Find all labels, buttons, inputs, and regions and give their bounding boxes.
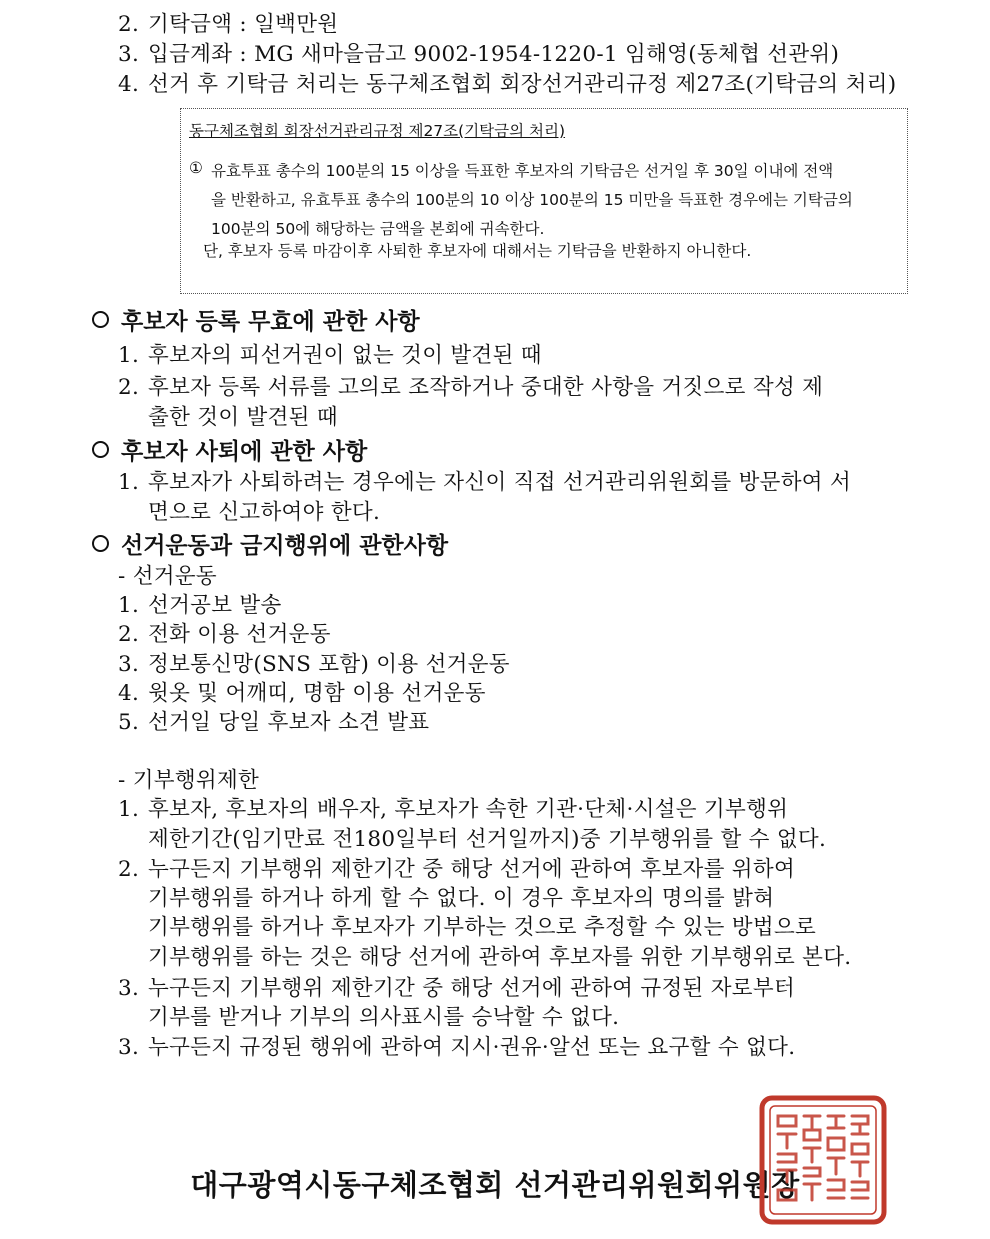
clause-marker: ① <box>189 159 203 177</box>
list-number: 3. <box>118 1035 140 1060</box>
sub-label: - 기부행위제한 <box>118 768 260 793</box>
sub-label: - 선거운동 <box>118 564 217 589</box>
list-text: 선거공보 발송 <box>148 593 282 618</box>
section-heading-invalid <box>92 306 420 338</box>
list-text: 기탁금액 : 일백만원 <box>148 12 339 37</box>
list-text: 면으로 신고하여야 한다. <box>148 500 381 525</box>
list-text: 출한 것이 발견된 때 <box>148 405 338 430</box>
list-text: 선거일 당일 후보자 소견 발표 <box>148 710 430 735</box>
clause-line: 을 반환하고, 유효투표 총수의 100분의 10 이상 100분의 15 미만을 득표한 경우에는 기탁금의 <box>211 191 853 209</box>
list-text: 누구든지 기부행위 제한기간 중 해당 선거에 관하여 규정된 자로부터 <box>148 976 796 1001</box>
list-item <box>118 591 282 621</box>
list-text: 기부를 받거나 기부의 의사표시를 승낙할 수 없다. <box>148 1005 620 1030</box>
heading-text: 후보자 사퇴에 관한 사항 <box>121 438 368 465</box>
circle-bullet-icon <box>92 535 109 552</box>
list-number: 2. <box>118 375 140 400</box>
list-text: 기부행위를 하는 것은 해당 선거에 관하여 후보자를 위한 기부행위로 본다. <box>148 945 852 970</box>
list-number: 3. <box>118 976 140 1001</box>
list-text: 누구든지 기부행위 제한기간 중 해당 선거에 관하여 후보자를 위하여 <box>148 857 796 882</box>
list-number: 3. <box>118 42 140 67</box>
clause-line: 유효투표 총수의 100분의 15 이상을 득표한 후보자의 기탁금은 선거일 후 30일 이내에 전액 <box>211 162 834 180</box>
list-item <box>118 10 338 40</box>
list-text: 누구든지 규정된 행위에 관하여 지시·권유·알선 또는 요구할 수 없다. <box>148 1035 796 1060</box>
list-text: 입금계좌 : MG 새마을금고 9002-1954-1220-1 임해영(동체협 선관위) <box>148 42 840 67</box>
list-item <box>118 341 542 371</box>
list-number: 1. <box>118 470 140 495</box>
heading-text: 선거운동과 금지행위에 관한사항 <box>121 532 449 559</box>
list-number: 2. <box>118 857 140 882</box>
list-text: 전화 이용 선거운동 <box>148 622 331 647</box>
signature-line: 대구광역시동구체조협회 선거관리위원회위원장 <box>190 1168 800 1202</box>
list-text: 후보자의 피선거권이 없는 것이 발견된 때 <box>148 343 542 368</box>
list-text: 후보자 등록 서류를 고의로 조작하거나 중대한 사항을 거짓으로 작성 제 <box>148 375 824 400</box>
regulation-note: 단, 후보자 등록 마감이후 사퇴한 후보자에 대해서는 기탁금을 반환하지 아니한다. <box>203 242 752 260</box>
list-item <box>118 620 331 650</box>
list-number: 2. <box>118 622 140 647</box>
list-item-continuation <box>148 943 851 973</box>
list-number: 4. <box>118 681 140 706</box>
list-item <box>118 974 795 1004</box>
official-seal-icon <box>758 1094 888 1226</box>
list-item <box>118 70 896 100</box>
circle-bullet-icon <box>92 441 109 458</box>
section-heading-campaign <box>92 530 448 562</box>
clause-text <box>211 157 901 244</box>
list-item-continuation <box>148 498 380 528</box>
list-item-continuation <box>148 913 816 943</box>
list-number: 5. <box>118 710 140 735</box>
list-number: 1. <box>118 343 140 368</box>
circle-bullet-icon <box>92 311 109 328</box>
regulation-box <box>180 108 908 294</box>
list-number: 4. <box>118 72 140 97</box>
list-number: 1. <box>118 593 140 618</box>
clause-line: 100분의 50에 해당하는 금액을 본회에 귀속한다. <box>211 220 545 238</box>
list-text: 후보자, 후보자의 배우자, 후보자가 속한 기관·단체·시설은 기부행위 <box>148 797 789 822</box>
list-text: 기부행위를 하거나 하게 할 수 없다. 이 경우 후보자의 명의를 밝혀 <box>148 886 775 911</box>
list-item <box>118 855 795 885</box>
section-heading-resign <box>92 436 367 468</box>
list-item-continuation <box>148 825 826 855</box>
list-item <box>118 795 788 825</box>
list-number: 1. <box>118 797 140 822</box>
list-item <box>118 1033 795 1063</box>
list-text: 윗옷 및 어깨띠, 명함 이용 선거운동 <box>148 681 486 706</box>
list-text: 제한기간(임기만료 전180일부터 선거일까지)중 기부행위를 할 수 없다. <box>148 827 827 852</box>
list-item <box>118 468 851 498</box>
list-item-continuation <box>148 884 774 914</box>
list-item <box>118 40 839 70</box>
list-number: 3. <box>118 652 140 677</box>
list-item <box>118 373 823 403</box>
list-item <box>118 708 429 738</box>
list-item <box>118 650 510 680</box>
list-text: 후보자가 사퇴하려는 경우에는 자신이 직접 선거관리위원회를 방문하여 서 <box>148 470 852 495</box>
list-number: 2. <box>118 12 140 37</box>
list-text: 기부행위를 하거나 후보자가 기부하는 것으로 추정할 수 있는 방법으로 <box>148 915 817 940</box>
list-item <box>118 679 486 709</box>
list-item-continuation <box>148 1003 619 1033</box>
list-item-continuation <box>148 403 338 433</box>
list-text: 선거 후 기탁금 처리는 동구체조협회 회장선거관리규정 제27조(기탁금의 처리) <box>148 72 897 97</box>
heading-text: 후보자 등록 무효에 관한 사항 <box>121 308 420 335</box>
list-text: 정보통신망(SNS 포함) 이용 선거운동 <box>148 652 510 677</box>
regulation-title: 동구체조협회 회장선거관리규정 제27조(기탁금의 처리) <box>189 122 566 140</box>
